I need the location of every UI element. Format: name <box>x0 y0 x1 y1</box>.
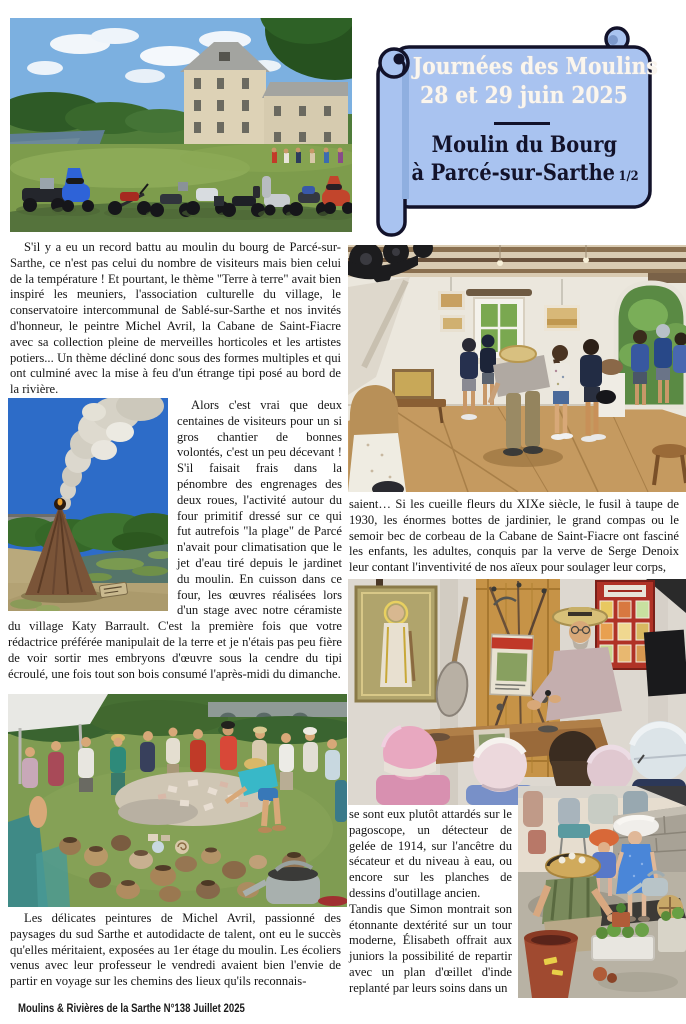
paragraph-tipi-text: Alors c'est vrai que deux centaines de visiteurs pour un si gros chantier de bonnes volontés, c'est un peu décevant ! S'il faisait frais dans la pénombre des engrenages des deux roues, l'activité autour du four primitif dressé sur ce qui fut autrefois "la plage" de Parcé n'avait pour climatisation que le jet d'eau tiré depuis le jardinet du moulin. En cuisson dans ce four, les œuvres réalisées lors d'un stage avec notre céramiste du village Katy Barrault. C'est la première fois que votre rédactrice préférée manipulait de la terre et je n'étais pas peu fière de voir sortir mes embryons d'œuvre sous la cendre du tipi écroulé, une fois tout son bois consumé l'après-midi du dimanche. <box>8 398 342 681</box>
paragraph-tipi-wrap <box>8 398 342 682</box>
photo-tipi-kiln-graphic <box>8 398 168 611</box>
paragraph-garden-wrap <box>349 786 686 1024</box>
photo-garden-replanting-graphic <box>518 786 686 998</box>
photo-pottery-circle <box>8 694 347 907</box>
photo-garden-replanting <box>518 786 686 998</box>
banner-divider <box>494 122 550 125</box>
banner-title-line2: 28 et 29 juin 2025 <box>420 82 628 109</box>
photo-mill-motorcycles-graphic <box>10 18 352 232</box>
banner-title-line1: Journées des Moulins <box>412 53 658 80</box>
banner-subtitle-line2: à Parcé-sur-Sarthe 1/2 <box>411 160 639 186</box>
photo-old-tools-graphic <box>348 579 686 805</box>
paragraph-paintings: Les délicates peintures de Michel Avril, passionné des paysages du sud Sarthe et autodidacte de talent, ont eu le succès qu'elles méritaient, exposées au 1er étage du moulin. Les écoliers venus avec leur professeur le vendredi avaient bien l'envie de partir en voyage sur les chemins des lieux qu'ils reconnais- <box>10 911 341 989</box>
paragraph-intro: S'il y a eu un record battu au moulin du bourg de Parcé-sur-Sarthe, ce n'est pas celui du nombre de visiteurs mais bien celui de la température ! Et pourtant, le thème "Terre à terre" avait bien inspiré les meuniers, l'association culturelle du village, le conservatoire intercommunal de Sablé-sur-Sarthe et nos invités d'honneur, le peintre Michel Avril, la Cabane de Saint-Fiacre avec sa collection pleine de merveilles horticoles et les artistes potiers... Un thème décliné donc sous des formes multiples et qui ont culminé avec la mise à feu d'un étrange tipi posé au bord de la rivière. <box>10 240 341 397</box>
photo-mill-interior <box>348 245 686 492</box>
photo-mill-interior-graphic <box>348 245 686 492</box>
scroll-banner <box>374 25 676 237</box>
photo-pottery-circle-graphic <box>8 694 347 907</box>
paragraph-simon: Tandis que Simon montrait son étonnante dextérité sur un tour moderne, Élisabeth offrait aux juniors la possibilité de repartir avec un plan d'œillet d'inde replanté par leurs soins dans un <box>349 901 512 995</box>
paragraph-cabane: saient… Si les cueille fleurs du XIXe siècle, le fusil à taupe de 1930, les énormes bottes de jardinier, le grand compas ou le semoir bec de corbeau de la Cabane de Saint-Fiacre ont fasciné les enfants, les adultes, conquis par la verve de Serge Denoix leur contant l'inventivité de nos aïeux pour soulager leur corps, <box>349 497 679 575</box>
paragraph-pagoscope: se sont eux plutôt attardés sur le pagoscope, un détecteur de gelée de 1914, sur l'ancêtre du sécateur et du niveau à eau, ou encore sur les planches de dessins d'outillage ancien. <box>349 807 512 900</box>
photo-tipi-kiln <box>8 398 168 611</box>
photo-mill-motorcycles <box>10 18 352 232</box>
banner-subtitle-line1: Moulin du Bourg <box>431 132 617 158</box>
banner-part-note: 1/2 <box>618 169 639 184</box>
photo-old-tools <box>348 579 686 805</box>
page-number-partial <box>0 1002 4 1016</box>
journal-footer: Moulins & Rivières de la Sarthe N°138 Juillet 2025 <box>18 1001 245 1015</box>
